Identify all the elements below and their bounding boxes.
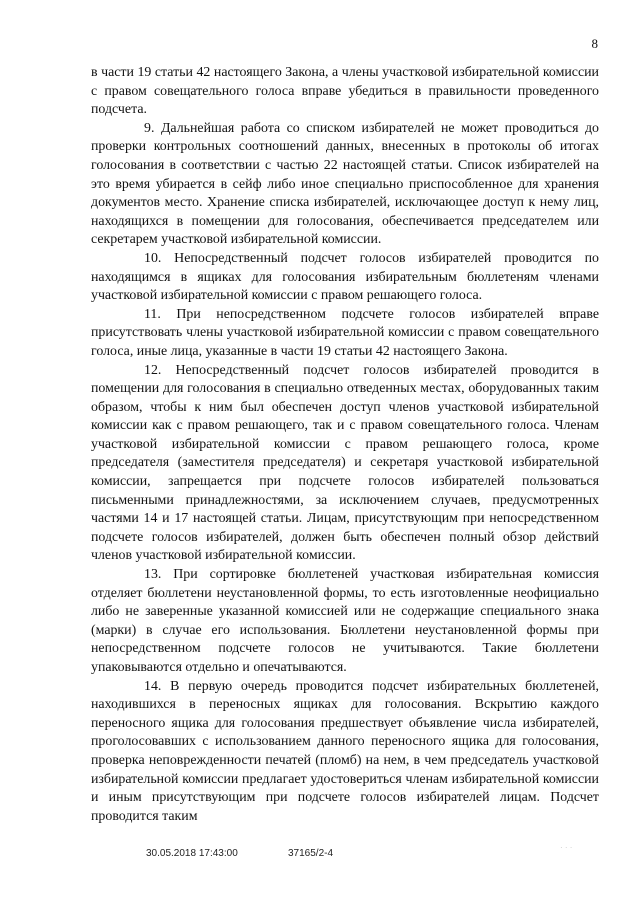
paragraph-9: 9. Дальнейшая работа со списком избирателей не может проводиться до проверки контрольных соотношений данных, внесенных в протоколы об итогах голосования в соответствии с частью 22 настоящей статьи. Список избирателей на это время убирается в сейф либо иное специально приспособленное для хранения документов место. Хранение списка избирателей, исключающее доступ к нему лиц, находящихся в помещении для голосования, обеспечивается председателем или секретарем участковой избирательной комиссии.	[91, 120, 599, 248]
paragraph-12: 12. Непосредственный подсчет голосов избирателей проводится в помещении для голосования в специально отведенных местах, оборудованных таким образом, чтобы к ним был обеспечен доступ членов участковой избирательной комиссии как с правом решающего, так и с правом совещательного голоса. Членам участковой избирательной комиссии с правом решающего голоса, кроме председателя (заместителя председателя) и секретаря участковой избирательной комиссии, запрещается при подсчете голосов избирателей пользоваться письменными принадлежностями, за исключением случаев, предусмотренных частями 14 и 17 настоящей статьи. Лицам, присутствующим при непосредственном подсчете голосов избирателей, должен быть обеспечен полный обзор действий членов участковой избирательной комиссии.	[91, 362, 599, 564]
scan-artifact-mark: · · ·	[560, 843, 573, 852]
paragraph-continuation: в части 19 статьи 42 настоящего Закона, а члены участковой избирательной комиссии с правом совещательного голоса вправе убедиться в правильности проведенного подсчета.	[91, 65, 599, 118]
paragraph-14: 14. В первую очередь проводится подсчет избирательных бюллетеней, находившихся в переносных ящиках для голосования. Вскрытию каждого переносного ящика для голосования предшествует объявление числа избирателей, проголосовавших с использованием данного переносного ящика для голосования, проверка неповрежденности печатей (пломб) на нем, в чем председатель участковой избирательной комиссии предлагает удостовериться членам избирательной комиссии и иным присутствующим при подсчете голосов избирателей лицам. Подсчет проводится таким	[91, 678, 599, 824]
paragraph-13: 13. При сортировке бюллетеней участковая избирательная комиссия отделяет бюллетени неустановленной формы, то есть изготовленные неофициально либо не заверенные указанной комиссией или не содержащие специального знака (марки) в случае его использования. Бюллетени неустановленной формы при непосредственном подсчете голосов не учитываются. Такие бюллетени упаковываются отдельно и опечатываются.	[91, 567, 599, 675]
page-number: 8	[591, 36, 598, 51]
footer-document-id: 37165/2-4	[288, 848, 334, 859]
paragraph-11: 11. При непосредственном подсчете голосов избирателей вправе присутствовать члены участковой избирательной комиссии с правом совещательного голоса, иные лица, указанные в части 19 статьи 42 настоящего Закона.	[91, 306, 599, 359]
paragraph-10: 10. Непосредственный подсчет голосов избирателей проводится по находящимся в ящиках для голосования избирательным бюллетеням членами участковой избирательной комиссии с правом решающего голоса.	[91, 250, 599, 304]
footer-timestamp: 30.05.2018 17:43:00	[146, 848, 238, 859]
document-body	[91, 64, 599, 826]
